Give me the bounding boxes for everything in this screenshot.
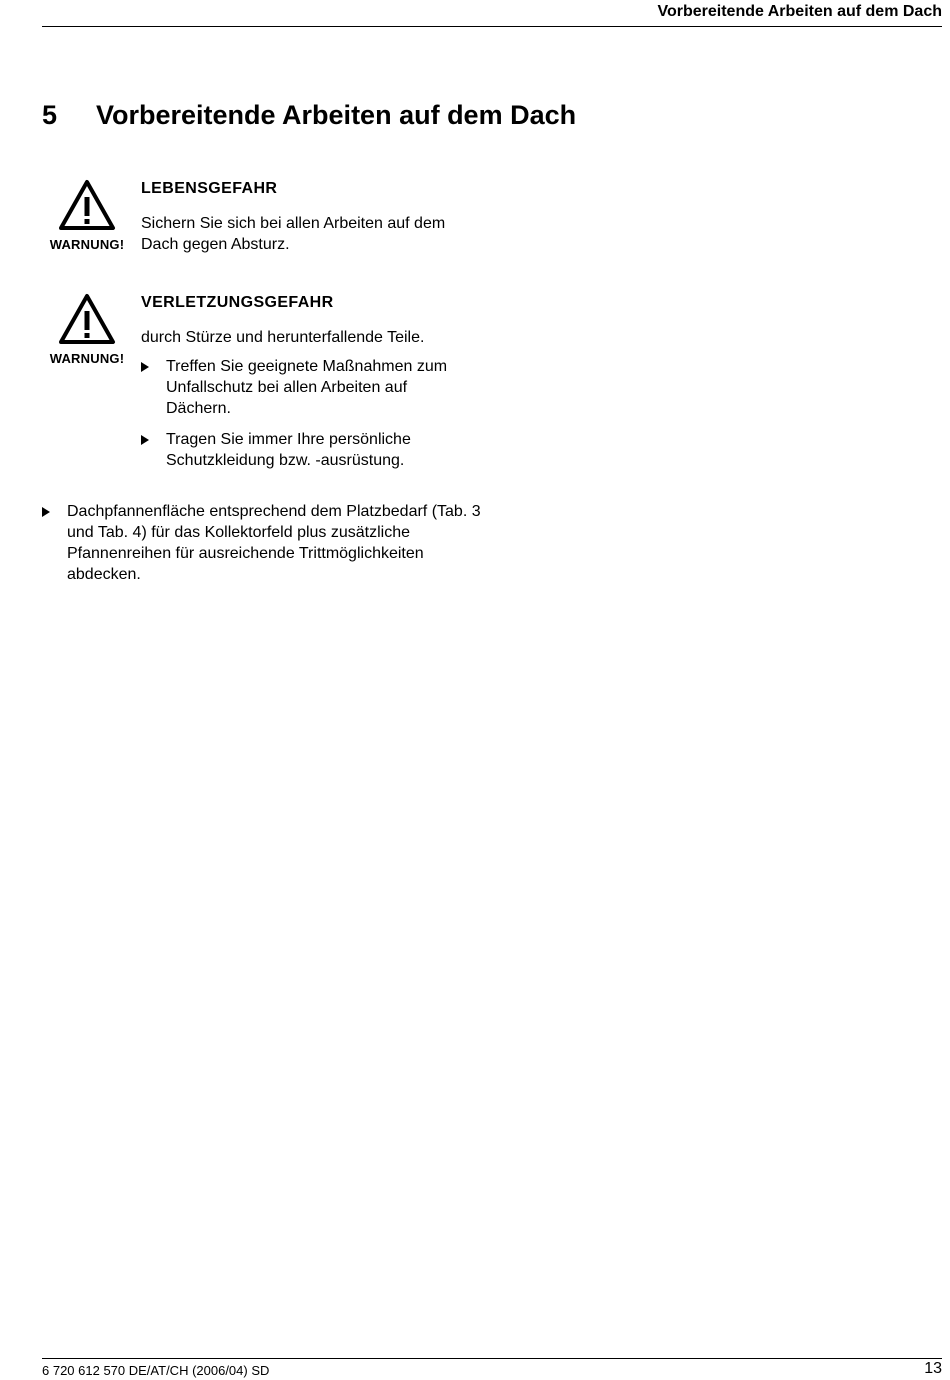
warning-label: WARNUNG! — [49, 351, 125, 366]
warning-body — [141, 179, 471, 255]
warning-steps — [141, 356, 471, 471]
warning-triangle-icon — [58, 293, 116, 345]
warning-title: LEBENSGEFAHR — [141, 180, 278, 197]
warning-title: VERLETZUNGSGEFAHR — [141, 294, 334, 311]
warning-icon-group — [42, 293, 132, 366]
chapter-number: 5 — [42, 100, 58, 130]
page-footer — [42, 1358, 942, 1380]
warning-body — [141, 293, 471, 481]
bullet-triangle-icon — [141, 435, 149, 445]
list-item — [141, 429, 471, 471]
instruction-text: Dachpfannenfläche entsprechend dem Platzbedarf (Tab. 3 und Tab. 4) für das Kollektorfeld plus zusätzliche Pfannenreihen für ausreichende Trittmöglichkeiten abdecken. — [67, 503, 481, 583]
warning-text: durch Stürze und herunterfallende Teile. — [141, 329, 425, 346]
warning-icon-group — [42, 179, 132, 252]
step-text: Treffen Sie geeignete Maßnahmen zum Unfallschutz bei allen Arbeiten auf Dächern. — [166, 358, 448, 417]
page-number: 13 — [924, 1360, 942, 1377]
warning-text: Sichern Sie sich bei allen Arbeiten auf dem Dach gegen Absturz. — [141, 215, 446, 253]
document-id: 6 720 612 570 DE/AT/CH (2006/04) SD — [42, 1363, 270, 1378]
warning-triangle-icon — [58, 179, 116, 231]
bullet-triangle-icon — [141, 362, 149, 372]
bullet-triangle-icon — [42, 507, 50, 517]
running-header — [42, 0, 942, 27]
chapter-heading — [42, 100, 576, 131]
list-item — [141, 356, 471, 419]
running-header-title: Vorbereitende Arbeiten auf dem Dach — [657, 3, 942, 20]
warning-label: WARNUNG! — [49, 237, 125, 252]
chapter-title: Vorbereitende Arbeiten auf dem Dach — [96, 100, 577, 130]
step-text: Tragen Sie immer Ihre persönliche Schutzkleidung bzw. -ausrüstung. — [166, 431, 411, 469]
instruction-step — [42, 501, 482, 585]
